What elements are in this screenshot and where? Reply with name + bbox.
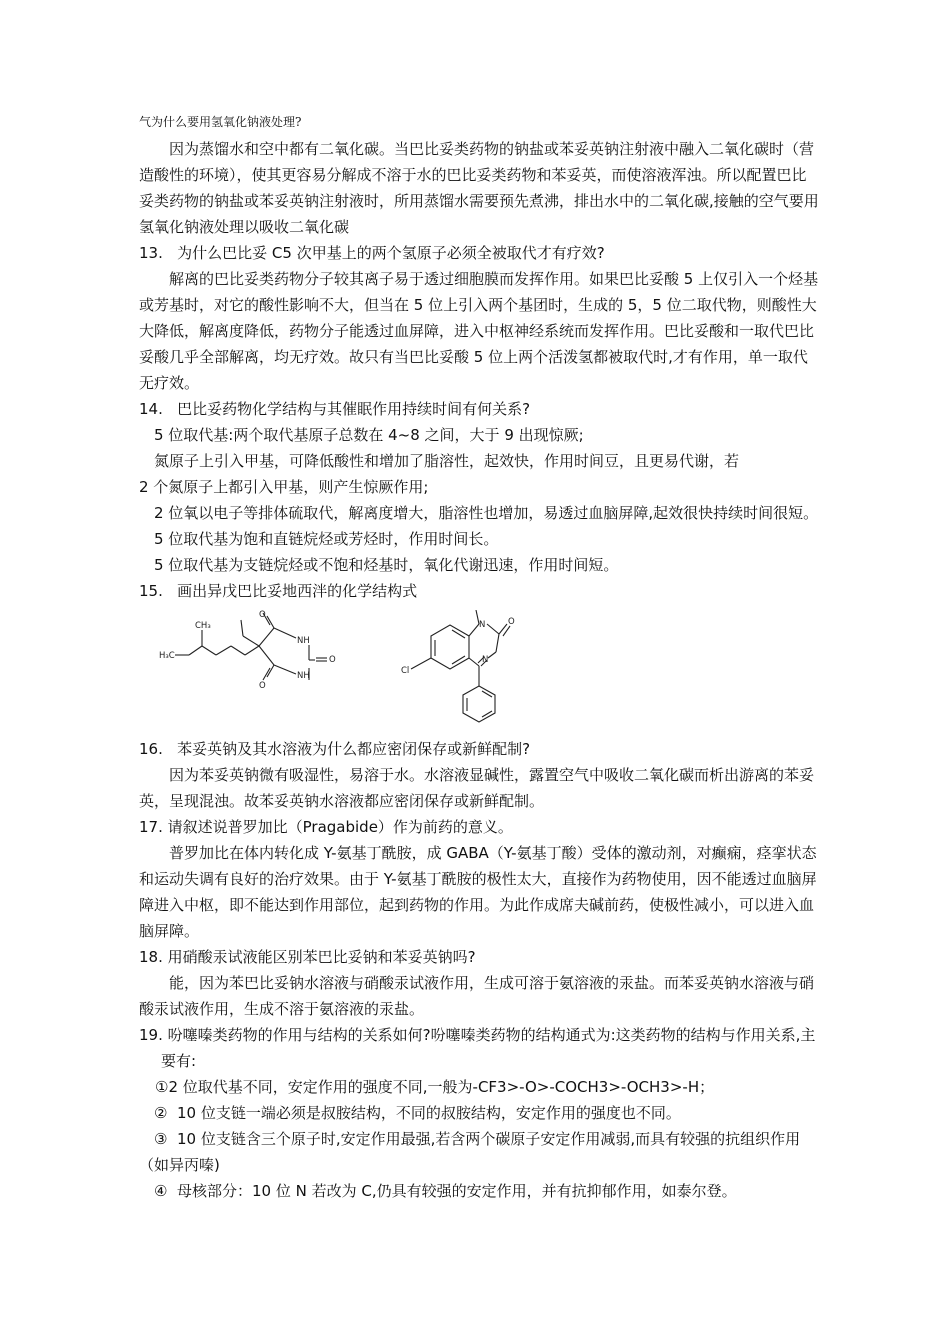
question-15: 15. 画出异戊巴比妥地西泮的化学结构式 — [139, 582, 418, 600]
amobarbital-ring — [316, 658, 327, 661]
answer-14-e: 5 位取代基为饱和直链烷烃或芳烃时，作用时间长。 — [154, 530, 499, 548]
answer-14-c: 2 个氮原子上都引入甲基，则产生惊厥作用; — [139, 478, 429, 496]
answer-18: 能，因为苯巴比妥钠水溶液与硝酸汞试液作用，生成可溶于氨溶液的汞盐。而苯妥英钠水溶液与硝酸汞试液作用，生成不溶于氨溶液的汞盐。 — [139, 974, 815, 1018]
answer-14-b: 氮原子上引入甲基，可降低酸性和增加了脂溶性，起效快，作用时间豆，且更易代谢，若 — [154, 452, 740, 470]
structure-drawings — [139, 610, 821, 732]
nh-label-top: NH — [297, 636, 310, 646]
answer-14-d: 2 位氧以电子等排体硫取代，解离度增大，脂溶性也增加，易透过血脑屏障,起效很快持续时间很短。 — [154, 504, 819, 522]
nh-label-bottom: NH — [297, 671, 310, 681]
answer-13: 解离的巴比妥类药物分子较其离子易于透过细胞膜而发挥作用。如果巴比妥酸 5 上仅引入一个烃基或芳基时，对它的酸性影响不大，但当在 5 位上引入两个基团时，生成的 5，5 位二取代物，则酸性大大降低，解离度降低，药物分子能透过血屏障，进入中枢神经系统而发挥作用。巴比妥酸和一取代巴比妥酸几乎全部解离，均无疗效。故只有当巴比妥酸 5 位上两个活泼氢都被取代时,才有作用，单一取代无疗效。 — [139, 270, 819, 392]
question-19: 19. 吩噻嗪类药物的作用与结构的关系如何?吩噻嗪类药物的结构通式为:这类药物的结构与作用关系,主要有: — [139, 1026, 816, 1070]
answer-12: 因为蒸馏水和空中都有二氧化碳。当巴比妥类药物的钠盐或苯妥英钠注射液中融入二氧化碳时（营造酸性的环境），使其更容易分解成不溶于水的巴比妥类药物和苯妥英，而使溶液浑浊。所以配置巴比妥类药物的钠盐或苯妥英钠注射液时，所用蒸馏水需要预先煮沸，排出水中的二氧化碳,接触的空气要用氢氧化钠液处理以吸收二氧化碳 — [139, 140, 819, 236]
o-label-bottom: O — [259, 681, 266, 691]
question-14: 14. 巴比妥药物化学结构与其催眠作用持续时间有何关系? — [139, 400, 531, 418]
n1-label: N — [479, 620, 486, 630]
ch3-label: CH₃ — [195, 621, 211, 631]
question-13: 13. 为什么巴比妥 C5 次甲基上的两个氢原子必须全被取代才有疗效? — [139, 244, 605, 262]
question-16: 16. 苯妥英钠及其水溶液为什么都应密闭保存或新鲜配制? — [139, 740, 531, 758]
answer-17: 普罗加比在体内转化成 Y-氨基丁酰胺，成 GABA（Y-氨基丁酸）受体的激动剂，对癫痫，痉挛状态和运动失调有良好的治疗效果。由于 Y-氨基丁酰胺的极性太大，直接作为药物使用，因不能透过血脑屏障进入中枢，即不能达到作用部位，起到药物的作用。为此作成席夫碱前药，使极性减小，可以进入血脑屏障。 — [139, 844, 817, 940]
diazepam-structure — [411, 610, 510, 722]
question-18: 18. 用硝酸汞试液能区别苯巴比妥钠和苯妥英钠吗? — [139, 948, 476, 966]
cl-label: Cl — [401, 666, 410, 676]
chemical-structures — [139, 610, 821, 732]
o-label-right: O — [329, 655, 336, 665]
answer-19-d: ④ 母核部分：10 位 N 若改为 C,仍具有较强的安定作用，并有抗抑郁作用，如泰尔登。 — [154, 1182, 737, 1200]
n4-label: N — [482, 655, 489, 665]
answer-16: 因为苯妥英钠微有吸湿性，易溶于水。水溶液显碱性，露置空气中吸收二氧化碳而析出游离的苯妥英，呈现混浊。故苯妥英钠水溶液都应密闭保存或新鲜配制。 — [139, 766, 815, 810]
document-body — [139, 112, 821, 1204]
answer-14-f: 5 位取代基为支链烷烃或不饱和烃基时，氧化代谢迅速，作用时间短。 — [154, 556, 619, 574]
answer-19-a: ①2 位取代基不同，安定作用的强度不同,一般为-CF3>-O>-COCH3>-OCH3>-H； — [155, 1078, 715, 1096]
fragment-heading: 气为什么要用氢氧化钠液处理? — [139, 115, 302, 129]
o-label-diazepam: O — [508, 617, 515, 627]
h3c-label: H₃C — [159, 651, 175, 661]
answer-19-c: ③ 10 位支链含三个原子时,安定作用最强,若含两个碳原子安定作用减弱,而具有较强的抗组织作用（如异丙嗪) — [139, 1130, 801, 1174]
answer-19-b: ② 10 位支链一端必须是叔胺结构，不同的叔胺结构，安定作用的强度也不同。 — [154, 1104, 681, 1122]
answer-14-a: 5 位取代基:两个取代基原子总数在 4~8 之间，大于 9 出现惊厥; — [154, 426, 584, 444]
o-label-top: O — [259, 610, 266, 620]
question-17: 17. 请叙述说普罗加比（Pragabide）作为前药的意义。 — [139, 818, 513, 836]
